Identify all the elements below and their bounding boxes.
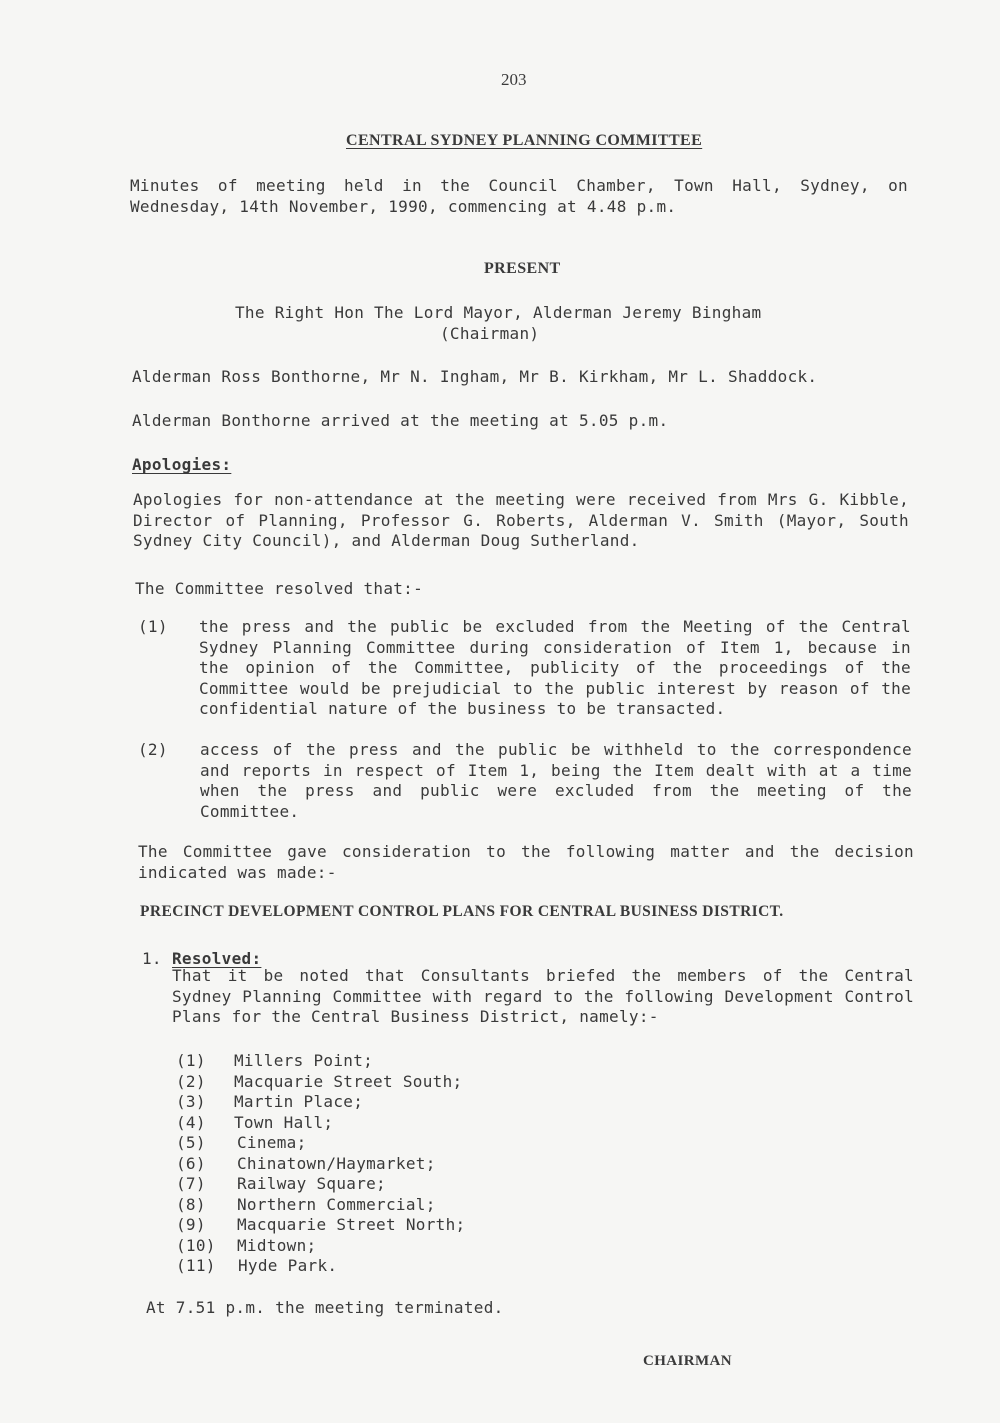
list-item-number: (2) [176,1071,206,1091]
list-item-name: Hyde Park. [238,1256,338,1275]
resolved-text: That it be noted that Consultants briefed the members of the Central Sydney Planning Committee with regard to the following Development Control Plans for the Central Business District, namely:- [172,966,914,1026]
resolution-item-number: (1) [138,617,168,636]
list-item-name: Macquarie Street North; [237,1215,466,1234]
list-item-number: (11) [176,1256,216,1275]
list-item-name: Millers Point; [234,1051,374,1070]
apologies-text: Apologies for non-attendance at the meeting were received from Mrs G. Kibble, Director of Planning, Professor G. Roberts, Alderman V. Smith (Mayor, South Sydney City Council), and Alderman Doug Sutherland. [133,490,909,550]
list-item-number: (5) [176,1133,206,1152]
item-number: 1. [142,949,162,968]
chairman-role: (Chairman) [440,324,540,343]
resolution-item-number: (2) [138,740,168,759]
page-number: 203 [501,70,527,89]
resolution-item-text: the press and the public be excluded from the Meeting of the Central Sydney Planning Committee during consideration of Item 1, because in the opinion of the Committee, publicity of the proceedings of the Committee would be prejudicial to the public interest by reason of the confidential nature of the business to be transacted. [199,617,911,718]
members-present: Alderman Ross Bonthorne, Mr N. Ingham, Mr B. Kirkham, Mr L. Shaddock. [132,367,818,386]
signature-label: CHAIRMAN [643,1353,733,1369]
list-item-name: Cinema; [237,1133,307,1152]
list-item-name: Macquarie Street South; [234,1071,463,1091]
chairman-name: The Right Hon The Lord Mayor, Alderman Jeremy Bingham [235,303,762,322]
section-heading: PRECINCT DEVELOPMENT CONTROL PLANS FOR CENTRAL BUSINESS DISTRICT. [140,903,784,920]
plans-list [176,1051,496,1281]
resolution-item-text: access of the press and the public be withheld to the correspondence and reports in respect of Item 1, being the Item dealt with at a time when the press and public were excluded from the meeting of the Committee. [200,740,912,821]
apologies-heading: Apologies: [132,455,232,474]
list-item-name: Midtown; [237,1235,317,1255]
list-item-number: (9) [176,1215,206,1234]
meeting-intro: Minutes of meeting held in the Council Chamber, Town Hall, Sydney, on Wednesday, 14th November, 1990, commencing at 4.48 p.m. [130,176,908,216]
resolved-label: Resolved: [172,949,262,968]
list-item-number: (8) [176,1194,206,1214]
list-item-number: (3) [176,1092,206,1111]
list-item-name: Northern Commercial; [237,1194,436,1214]
list-item-number: (7) [176,1174,206,1193]
list-item-name: Railway Square; [237,1174,386,1193]
list-item-name: Town Hall; [234,1112,334,1132]
closing-note: At 7.51 p.m. the meeting terminated. [146,1298,504,1317]
list-item-number: (1) [176,1051,206,1070]
document-title: CENTRAL SYDNEY PLANNING COMMITTEE [346,132,703,149]
present-heading: PRESENT [484,260,561,277]
list-item-number: (6) [176,1153,206,1173]
list-item-name: Martin Place; [234,1092,364,1111]
list-item-name: Chinatown/Haymarket; [237,1153,436,1173]
list-item-number: (4) [176,1112,206,1132]
list-item-number: (10) [176,1235,216,1255]
consideration-text: The Committee gave consideration to the following matter and the decision indicated was made:- [138,842,914,882]
resolution-intro: The Committee resolved that:- [135,579,424,598]
arrival-note: Alderman Bonthorne arrived at the meeting at 5.05 p.m. [132,411,669,430]
